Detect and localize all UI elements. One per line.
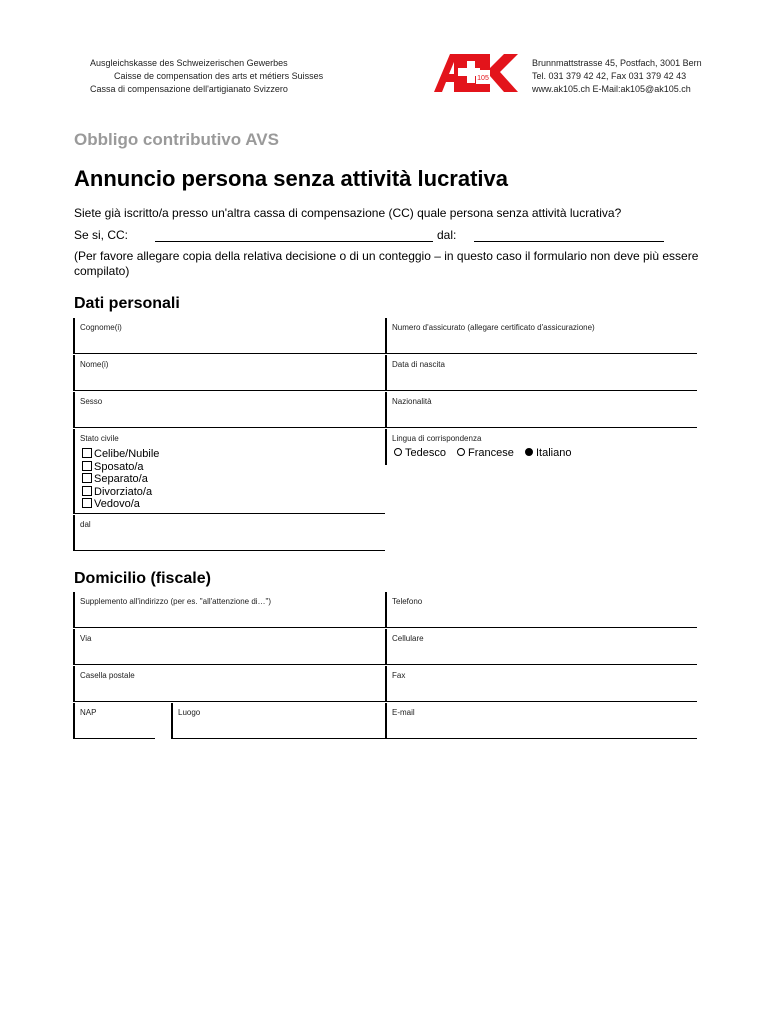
header-left-line: Cassa di compensazione dell'artigianato Svizzero [90, 84, 288, 94]
data-nascita-field[interactable] [385, 355, 697, 391]
radio-selected-icon[interactable] [525, 448, 533, 456]
fax-label: Fax [392, 671, 406, 680]
option-divorziato[interactable]: Divorziato/a [82, 486, 159, 499]
section-heading-domicile: Domicilio (fiscale) [74, 570, 211, 587]
lingua-options [392, 447, 577, 459]
email-field[interactable] [385, 703, 697, 739]
luogo-field[interactable] [171, 703, 385, 739]
nazionalita-label: Nazionalità [392, 397, 432, 406]
supplemento-label: Supplemento all'indirizzo (per es. "all'attenzione di…") [80, 597, 272, 606]
dal-field-label: dal [80, 520, 91, 529]
ak105-logo [432, 52, 520, 92]
nap-label: NAP [80, 708, 97, 717]
data-nascita-label: Data di nascita [392, 360, 445, 369]
supplemento-field[interactable] [73, 592, 385, 628]
header-right-line: Tel. 031 379 42 42, Fax 031 379 42 43 [532, 71, 687, 81]
telefono-label: Telefono [392, 597, 423, 606]
nome-field[interactable] [73, 355, 385, 391]
header-left-line: Caisse de compensation des arts et métiers Suisses [114, 71, 324, 81]
cognome-label: Cognome(i) [80, 323, 122, 332]
stato-civile-options [82, 448, 159, 511]
header-left [90, 57, 323, 96]
option-separato[interactable]: Separato/a [82, 473, 159, 486]
stato-civile-label: Stato civile [80, 434, 119, 443]
dal-field[interactable] [73, 515, 385, 551]
casella-postale-label: Casella postale [80, 671, 135, 680]
telefono-field[interactable] [385, 592, 697, 628]
nap-field[interactable] [73, 703, 155, 739]
cognome-field[interactable] [73, 318, 385, 354]
numero-assicurato-label: Numero d'assicurato (allegare certificato d'assicurazione) [392, 323, 595, 332]
header-right [532, 57, 702, 96]
sesso-label: Sesso [80, 397, 103, 406]
nazionalita-field[interactable] [385, 392, 697, 428]
nome-label: Nome(i) [80, 360, 109, 369]
via-field[interactable] [73, 629, 385, 665]
radio-italiano[interactable]: Italiano [523, 447, 571, 459]
checkbox-icon[interactable] [82, 448, 92, 458]
radio-icon[interactable] [457, 448, 465, 456]
checkbox-icon[interactable] [82, 473, 92, 483]
question: Siete già iscritto/a presso un'altra cassa di compensazione (CC) quale persona senza attività lucrativa? [74, 206, 622, 220]
sesso-field[interactable] [73, 392, 385, 428]
cc-input-line[interactable] [155, 241, 433, 242]
via-label: Via [80, 634, 92, 643]
option-sposato[interactable]: Sposato/a [82, 461, 159, 474]
luogo-label: Luogo [178, 708, 201, 717]
checkbox-icon[interactable] [82, 486, 92, 496]
header-right-line: www.ak105.ch E-Mail:ak105@ak105.ch [532, 84, 691, 94]
cc-label: Se si, CC: [74, 228, 129, 242]
section-heading-personal: Dati personali [74, 295, 180, 312]
cellulare-label: Cellulare [392, 634, 424, 643]
radio-francese[interactable]: Francese [455, 447, 514, 459]
subtitle: Obbligo contributivo AVS [74, 130, 279, 149]
numero-assicurato-field[interactable] [385, 318, 697, 354]
lingua-label: Lingua di corrispondenza [392, 434, 482, 443]
casella-postale-field[interactable] [73, 666, 385, 702]
option-vedovo[interactable]: Vedovo/a [82, 498, 159, 511]
logo-number: 105 [477, 75, 489, 82]
dal-label: dal: [437, 228, 457, 242]
note: (Per favore allegare copia della relativa decisione o di un conteggio – in questo caso il formulario non deve più essere compilato) [74, 249, 699, 278]
radio-tedesco[interactable]: Tedesco [392, 447, 446, 459]
option-celibe[interactable]: Celibe/Nubile [82, 448, 159, 461]
checkbox-icon[interactable] [82, 461, 92, 471]
radio-icon[interactable] [394, 448, 402, 456]
dal-input-line[interactable] [474, 241, 664, 242]
cellulare-field[interactable] [385, 629, 697, 665]
email-label: E-mail [392, 708, 415, 717]
checkbox-icon[interactable] [82, 498, 92, 508]
fax-field[interactable] [385, 666, 697, 702]
header-left-line: Ausgleichskasse des Schweizerischen Gewerbes [90, 58, 288, 68]
header-right-line: Brunnmattstrasse 45, Postfach, 3001 Bern [532, 58, 702, 68]
page-title: Annuncio persona senza attività lucrativa [74, 166, 509, 191]
